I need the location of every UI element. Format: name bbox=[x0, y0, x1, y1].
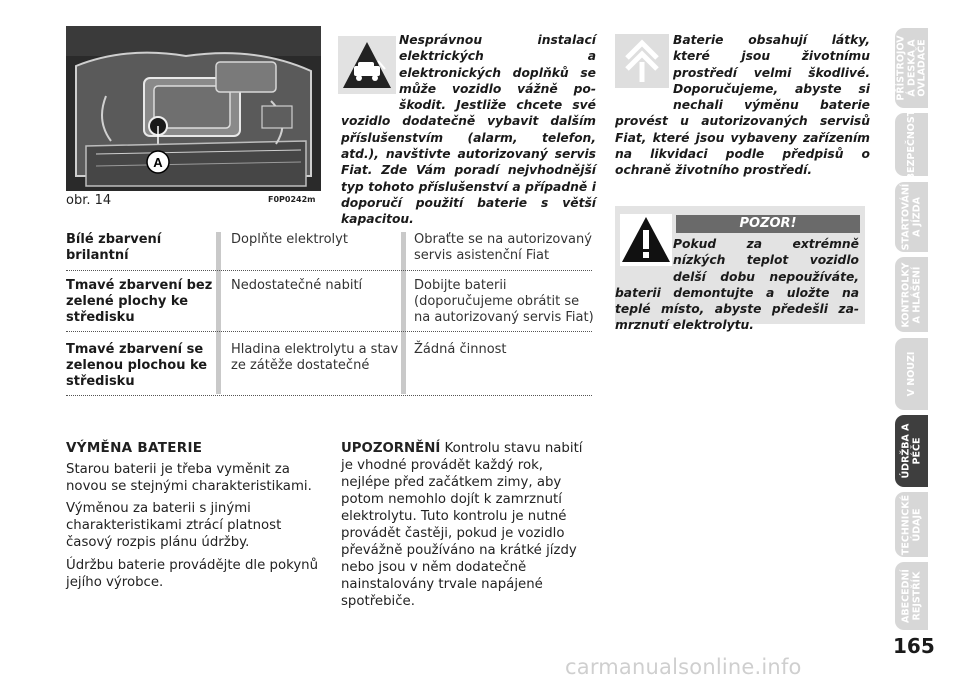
warning-paragraph bbox=[341, 440, 593, 610]
section-title: VÝMĚNA BATERIE bbox=[66, 440, 203, 456]
recycle-arrows-icon bbox=[615, 34, 669, 88]
table-cell-meaning: Nedostatečné nabití bbox=[231, 278, 363, 293]
warning-label: UPOZORNĚNÍ bbox=[341, 441, 441, 456]
environment-note bbox=[615, 32, 870, 178]
table-cell-meaning: Doplňte elektrolyt bbox=[231, 232, 348, 247]
install-warning-text: Nesprávnou instalací elektrických a elektronických doplňků se může vozidlo vážně poškodit. Jestliže chcete své vozidlo dodatečně vybavit dalším příslušenstvím (alarm, telefon, atd.), navštivte autorizovaný servis Fiat. Zde Vám poradí nejvhodnější typ tohoto příslušenství a případně i doporučí použití baterie s větší kapacitou. bbox=[341, 33, 596, 227]
warning-body: Kontrolu stavu nabití je vhodné provádět každý rok, nejlépe před začátkem zimy, aby potom nemohlo dojít k zamrznutí elektrolytu. Tuto kontrolu je nutné provádět častěji, pokud je vozidlo převážně používáno na krátké jízdy nebo jsou v něm dodatečně nainstalovány trvale napájené spotřebiče. bbox=[341, 441, 583, 609]
tab-v-nouzi[interactable]: V NOUZI bbox=[895, 338, 928, 410]
tab-startovani[interactable]: STARTOVÁNÍ A JÍZDA bbox=[895, 182, 928, 252]
install-warning-note bbox=[341, 32, 596, 227]
cold-warning-text: Pokud za extrémně nízkých teplot vozidlo delší dobu nepoužíváte, baterii demontujte a uložte na teplé místo, abyste předešli zamrznutí elektrolytu. bbox=[615, 237, 859, 333]
table-row bbox=[66, 278, 592, 328]
table-separator bbox=[66, 270, 592, 271]
car-warning-icon bbox=[338, 36, 396, 94]
figure-caption: obr. 14 bbox=[66, 193, 112, 208]
callout-a-letter: A bbox=[153, 155, 163, 170]
table-separator bbox=[66, 395, 592, 396]
paragraph: Výměnou za baterii s jinými charakteristikami ztrácí platnost časový rozpis plánu údržby. bbox=[66, 501, 282, 550]
environment-note-text: Baterie obsahují látky, které jsou životnímu prostředí velmi škodlivé. Doporučujeme, abyste si nechali výměnu baterie provést u autorizovaných servisů Fiat, které jsou vybaveny zařízením na likvidaci podle předpisů o ochraně životního prostředí. bbox=[615, 33, 870, 178]
table-cell-action: Obraťte se na autorizovaný servis asistenční Fiat bbox=[414, 232, 592, 263]
paragraph: Starou baterii je třeba vyměnit za novou se stejnými charakteristikami. bbox=[66, 462, 312, 494]
table-separator bbox=[66, 331, 592, 332]
table-cell-state: Bílé zbarvení brilantní bbox=[66, 232, 162, 263]
page-number: 165 bbox=[893, 634, 935, 658]
table-cell-meaning: Hladina elektrolytu a stav ze zátěže dostatečné bbox=[231, 342, 399, 373]
tab-technicke-udaje[interactable]: TECHNICKÉ ÚDAJE bbox=[895, 492, 928, 557]
table-cell-action: Žádná činnost bbox=[414, 342, 507, 357]
table-cell-action: Dobijte baterii (doporučujeme obrátit se na autorizovaný servis Fiat) bbox=[414, 278, 594, 325]
paragraph: Údržbu baterie provádějte dle pokynů jejího výrobce. bbox=[66, 558, 319, 590]
tab-bezpecnost[interactable]: BEZPEČNOST bbox=[895, 113, 928, 176]
tab-pristrojova-deska[interactable]: PŘÍSTROJOV Á DESKA A OVLADAČE bbox=[895, 28, 928, 108]
table-cell-state: Tmavé zbarvení bez zelené plochy ke středisku bbox=[66, 278, 213, 325]
table-row bbox=[66, 232, 592, 272]
watermark: carmanualsonline.info bbox=[565, 655, 802, 679]
battery-photo bbox=[66, 26, 321, 191]
tab-abecedni-rejstrik[interactable]: ABECEDNÍ REJSTŘÍK bbox=[895, 562, 928, 630]
battery-engine-bay-illustration bbox=[66, 26, 321, 191]
tab-udrzba-a-pece[interactable]: ÚDRŽBA A PÉČE bbox=[895, 415, 928, 487]
exclamation-triangle-icon bbox=[620, 214, 672, 266]
table-cell-state: Tmavé zbarvení se zelenou plochou ke středisku bbox=[66, 342, 208, 389]
figure-code: F0P0242m bbox=[268, 195, 316, 204]
table-row bbox=[66, 342, 592, 392]
pozor-title: POZOR! bbox=[676, 215, 860, 233]
tab-kontrolky[interactable]: KONTROLKY A HLÁŠENÍ bbox=[895, 257, 928, 332]
